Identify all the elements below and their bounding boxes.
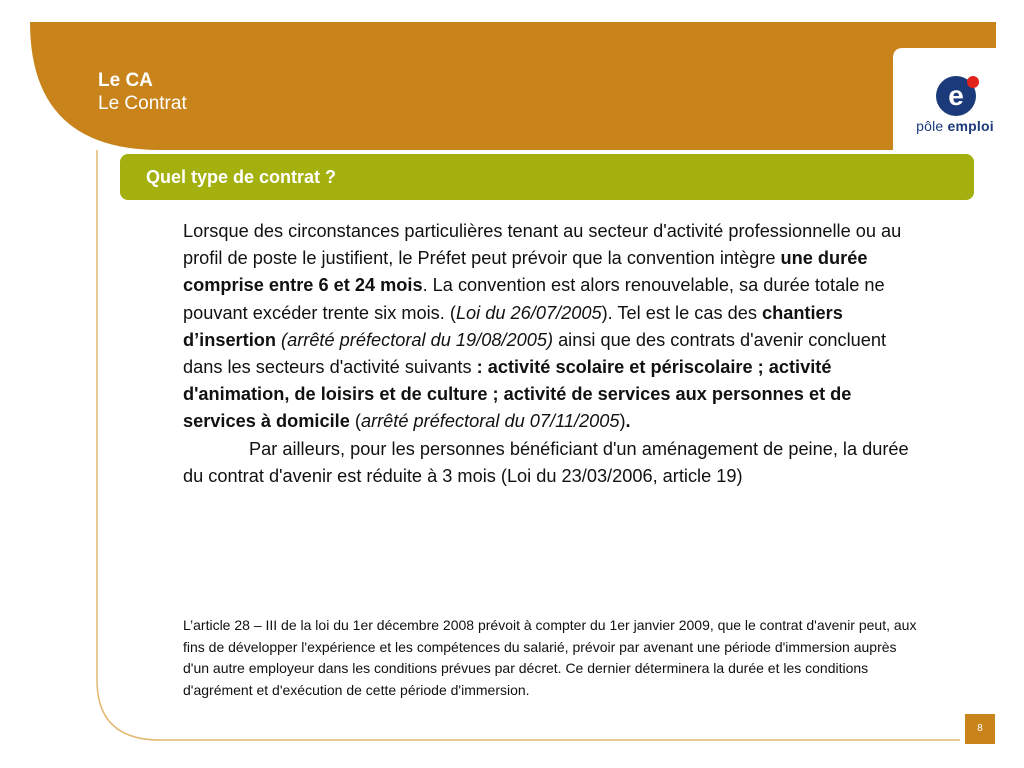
pole-emploi-emblem-icon [910, 72, 1000, 118]
text-run: ( [349, 411, 361, 432]
logo-word-bold: emploi [947, 118, 994, 134]
footnote-paragraph: L’article 28 – III de la loi du 1er décembre 2008 prévoit à compter du 1er janvier 2009, que le contrat d'avenir peut, aux fins de développer l'expérience et les compétences du salarié, prévoir par avenant une période d'immersion auprès d'un autre employeur dans les conditions prévues par décret. Ce dernier déterminera la durée et les conditions d'agrément et d'exécution de cette période d'immersion. [183, 617, 917, 698]
pole-emploi-logo [910, 72, 1000, 152]
text-run: . La convention est alors renouvelable, sa durée totale ne pouvant excéder trente six mois. ( [183, 275, 885, 323]
body-paragraph-2: Par ailleurs, pour les personnes bénéficiant d'un aménagement de peine, la durée du contrat d'avenir est réduite à 3 mois (Loi du 23/03/2006, article 19) [183, 438, 909, 486]
body-paragraph-1 [183, 218, 918, 436]
header-title-block [98, 70, 187, 116]
section-header-bar [120, 154, 974, 200]
page-number: 8 [965, 714, 995, 744]
text-run: Lorsque des circonstances particulières tenant au secteur d'activité professionnelle ou au profil de poste le justifient, le Préfet peut prévoir que la convention intègre [183, 221, 902, 269]
logo-wordmark [910, 118, 1000, 134]
logo-word-light: pôle [916, 118, 944, 134]
section-title: Quel type de contrat ? [146, 167, 337, 187]
bold-run: . [625, 411, 631, 432]
italic-run: Loi du 26/07/2005 [455, 302, 602, 323]
text-run: ainsi que des contrats d'avenir concluent dans les secteurs d'activité suivants [183, 329, 887, 378]
text-run: ). Tel est le cas des [601, 302, 762, 323]
italic-run: arrêté préfectoral du 07/11/2005 [360, 411, 620, 432]
bold-run: une durée comprise entre 6 et 24 mois [183, 248, 868, 296]
logo-letter: e [948, 80, 964, 111]
slide-subtitle: Le Contrat [98, 93, 187, 114]
header-top-strip [100, 22, 996, 32]
italic-run: (arrêté préfectoral du 19/08/2005) [281, 329, 554, 350]
bold-run: chantiers d’insertion [183, 302, 843, 350]
slide-title: Le CA [98, 70, 153, 91]
bold-run: : activité scolaire et périscolaire ; activité d'animation, de loisirs et de culture ; activité de services aux personnes et de services à domicile [183, 357, 852, 432]
main-body-text [183, 218, 918, 490]
text-run: ) [619, 411, 626, 432]
